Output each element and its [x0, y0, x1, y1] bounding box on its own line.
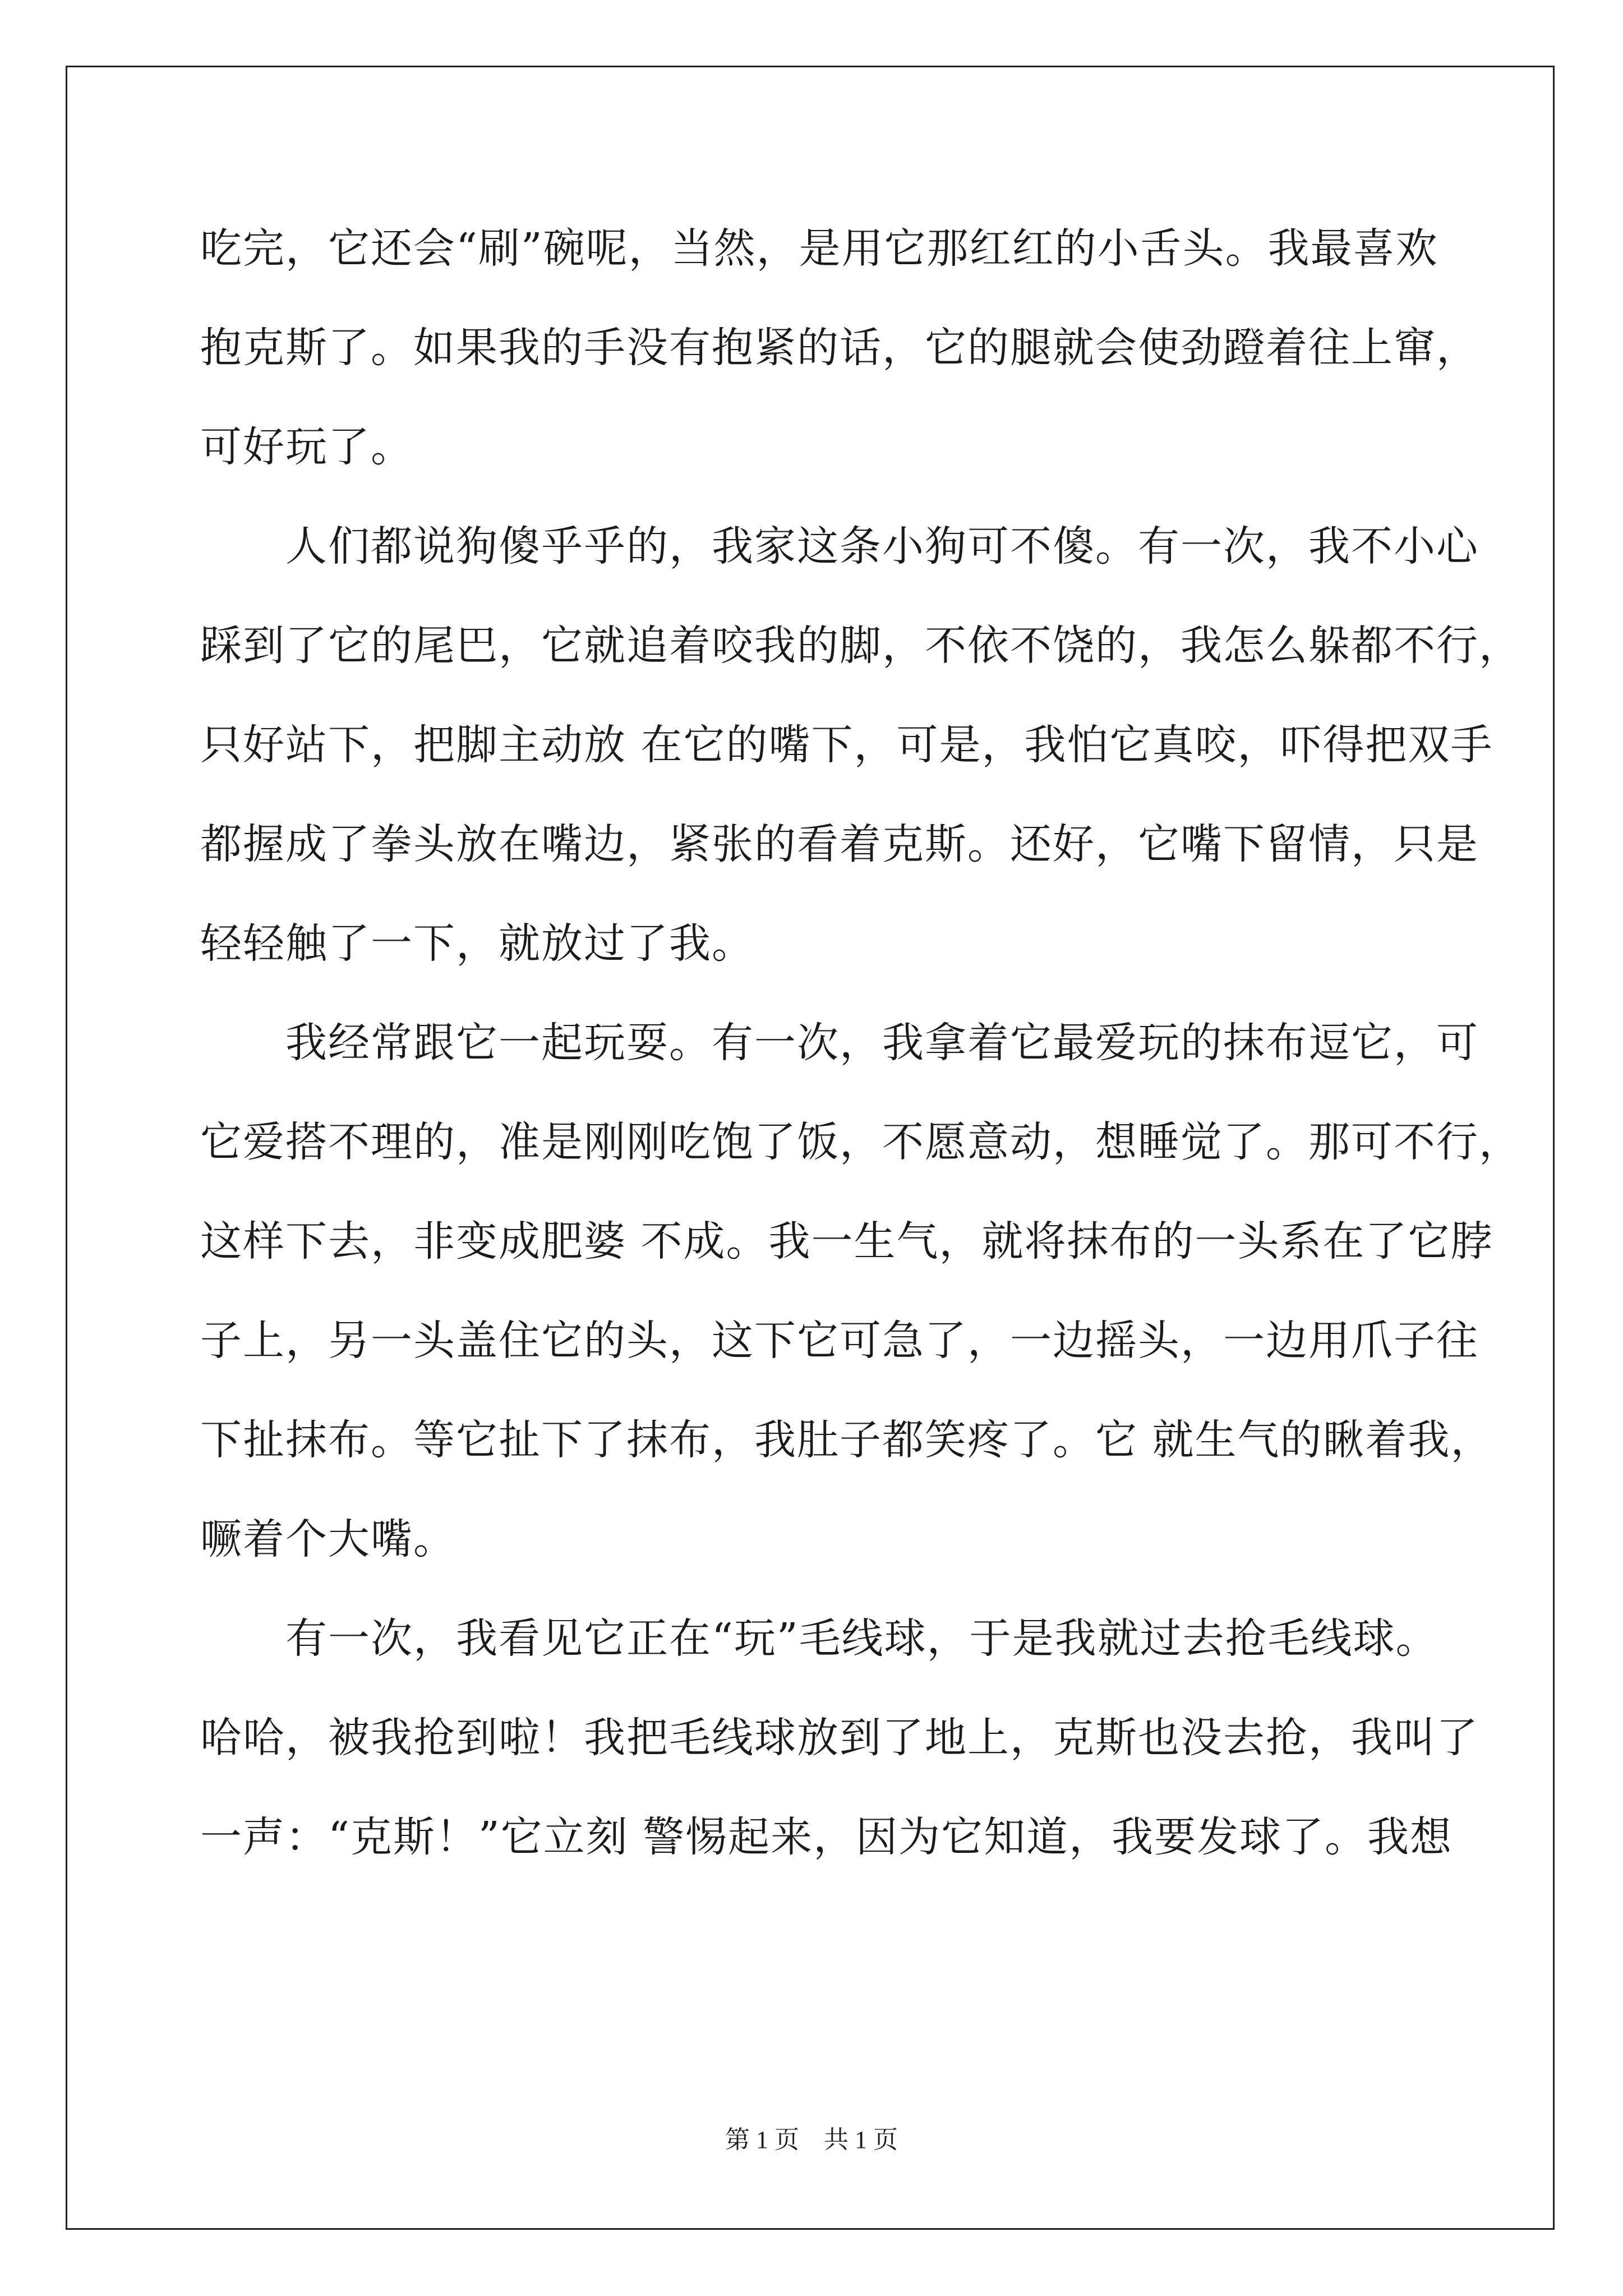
text-line: 我经常跟它一起玩耍。有一次，我拿着它最爱玩的抹布逗它，可: [200, 1019, 1479, 1067]
text-line: 这样下去，非变成肥婆 不成。我一生气，就将抹布的一头系在了它脖: [200, 1217, 1493, 1266]
text-line: 下扯抹布。等它扯下了抹布，我肚子都笑疼了。它 就生气的瞅着我，: [200, 1416, 1493, 1464]
text-line: 可好玩了。: [200, 423, 413, 471]
text-line: 它爱搭不理的，准是刚刚吃饱了饭，不愿意动，想睡觉了。那可不行，: [200, 1118, 1521, 1166]
text-line: 子上，另一头盖住它的头，这下它可急了，一边摇头，一边用爪子往: [200, 1317, 1479, 1365]
text-line: 只好站下，把脚主动放 在它的嘴下，可是，我怕它真咬，吓得把双手: [200, 721, 1493, 769]
text-line: 噘着个大嘴。: [200, 1515, 456, 1563]
text-line: 都握成了拳头放在嘴边，紧张的看着克斯。还好，它嘴下留情，只是: [200, 820, 1479, 868]
page-footer: 第 1 页 共 1 页: [725, 2126, 898, 2154]
text-line: 踩到了它的尾巴，它就追着咬我的脚，不依不饶的，我怎么躲都不行，: [200, 622, 1521, 670]
body-text: [200, 199, 1521, 1887]
text-line: 有一次，我看见它正在“玩”毛线球，于是我就过去抢毛线球。: [200, 1614, 1438, 1663]
text-line: 哈哈，被我抢到啦！我把毛线球放到了地上，克斯也没去抢，我叫了: [200, 1714, 1479, 1762]
text-line: 人们都说狗傻乎乎的，我家这条小狗可不傻。有一次，我不小心: [200, 522, 1479, 570]
text-line: 抱克斯了。如果我的手没有抱紧的话，它的腿就会使劲蹬着往上窜，: [200, 324, 1479, 372]
text-line: 吃完，它还会“刷”碗呢，当然，是用它那红红的小舌头。我最喜欢: [200, 224, 1438, 273]
text-line: 轻轻触了一下，就放过了我。: [200, 919, 754, 968]
text-line: 一声：“克斯！”它立刻 警惕起来，因为它知道，我要发球了。我想: [200, 1813, 1453, 1861]
